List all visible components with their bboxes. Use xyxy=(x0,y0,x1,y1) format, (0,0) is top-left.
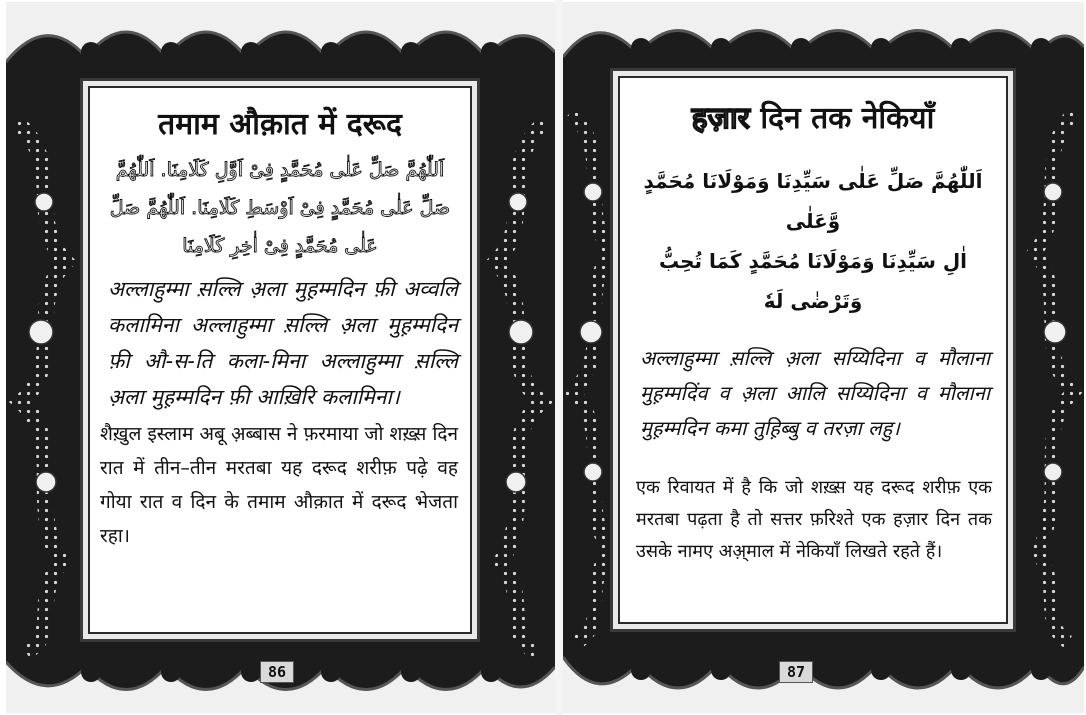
left-arabic-durood xyxy=(90,143,470,265)
left-page-number: 86 xyxy=(260,661,294,683)
right-page-number: 87 xyxy=(779,661,813,683)
right-virtue-note: एक रिवायत में है कि जो शख़्स़ यह दरूद शरीफ़ एक मरतबा पढ़ता है तो सत्तर फ़रिश्ते एक हज़ार दिन तक उसके नामए अअ़्माल में नेकियाँ लिखते रहते हैं। xyxy=(636,477,992,562)
right-page-title xyxy=(620,96,1006,137)
left-transliteration: अल्लाहुम्मा स़ल्लि अ़ला मुह़म्मदिन फ़ी अव्वलि कलामिना अल्लाहुम्मा स़ल्लि अ़ला मुह़म्मदिन फ़ी औ-स-ति कला-मिना अल्लाहुम्मा स़ल्लि अ़ला मुह़म्मदिन फ़ी आख़िरि कलामिना। xyxy=(108,277,458,409)
left-page xyxy=(6,2,555,713)
right-title-rest: दिन तक नेकियाँ xyxy=(749,101,935,136)
right-title-hollow-word: हज़ार xyxy=(691,101,750,136)
right-text-panel xyxy=(618,76,1008,624)
right-transliteration: अल्लाहुम्मा स़ल्लि अ़ला सय्यिदिना व मौलाना मुह़म्मदिंव व अ़ला आलि सय्यिदिना व मौलाना मुह़म्मदिन कमा तुह़िब्बु व तरज़ा लहु। xyxy=(640,346,990,440)
left-virtue-note: शैख़ुल इस्लाम अबू अ़ब्बास ने फ़रमाया जो शख़्स़ दिन रात में तीन–तीन मरतबा यह दरूद शरीफ़ पढ़े वह गोया रात व दिन के तमाम औक़ात में दरूद भेजता रहा। xyxy=(100,423,458,547)
left-page-title: तमाम औक़ात में दरूद xyxy=(158,107,402,142)
arabic-line: صَلِّ عَلٰى مُحَمَّدٍ فِىْ اَوْسَطِ كَلَامِنَا. اَللّٰهُمَّ صَلِّ xyxy=(109,197,451,219)
arabic-line: اَللّٰهُمَّ صَلِّ عَلٰى سَيِّدِنَا وَمَوْلَانَا مُحَمَّدٍ وَّعَلٰى xyxy=(643,169,983,233)
arabic-line: اٰلِ سَيِّدِنَا وَمَوْلَانَا مُحَمَّدٍ كَمَا تُحِبُّ وَتَرْضٰى لَهٗ xyxy=(658,249,968,313)
arabic-line: اَللّٰهُمَّ صَلِّ عَلٰى مُحَمَّدٍ فِىْ اَوَّلِ كَلَامِنَا. اَللّٰهُمَّ xyxy=(115,159,445,181)
left-text-panel xyxy=(88,86,472,634)
right-arabic-durood xyxy=(620,137,1006,321)
right-page xyxy=(563,2,1084,713)
book-gutter xyxy=(555,0,563,715)
arabic-line: عَلٰى مُحَمَّدٍ فِىْ اٰخِرِ كَلَامِنَا xyxy=(182,235,378,257)
